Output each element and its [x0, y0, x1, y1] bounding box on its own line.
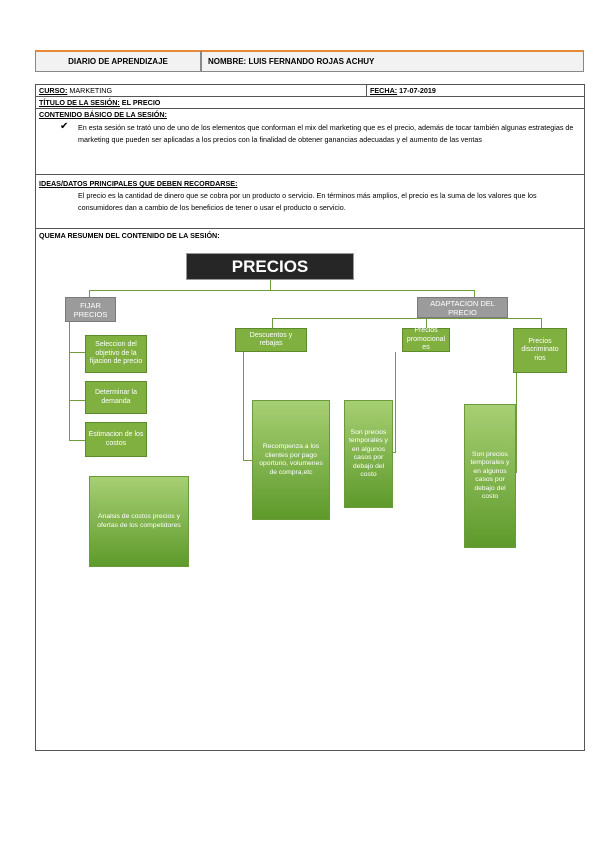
- session-title-value: EL PRECIO: [119, 98, 161, 107]
- course-row: [36, 85, 584, 97]
- fijar-precios-node: FIJAR PRECIOS: [65, 297, 116, 322]
- ideas-row: [36, 179, 584, 229]
- content-label-wrap: [39, 110, 167, 119]
- course-label: CURSO:: [39, 86, 68, 95]
- content-text: En esta sesión se trató uno de uno de los elementos que conforman el mix del marketing que es el precio, además de tocar también algunas estrategias de marketing que pueden ser aplicadas a los precios con la finalidad de obtener ganancias adecuadas y el aumento de las ventas: [78, 123, 574, 144]
- session-title-field: [39, 98, 160, 107]
- diary-title-text: DIARIO DE APRENDIZAJE: [68, 57, 168, 66]
- ideas-label-wrap: [39, 179, 237, 188]
- discriminatorios-desc: Son precios temporales y en algunos casos por debajo del costo: [464, 404, 516, 548]
- student-name: [201, 50, 584, 72]
- connector-fijar-vertical: [69, 322, 70, 440]
- promocionales-desc: Son precios temporales y en algunos casos por debajo del costo: [344, 400, 393, 508]
- content-row: [36, 109, 584, 175]
- course-value: MARKETING: [67, 86, 113, 95]
- descuentos-desc: Recompenza a los clientes por pago oportuno, volumenes de compra,etc: [252, 400, 330, 520]
- descuentos-node: Descuentos y rebajas: [235, 328, 307, 352]
- summary-label-wrap: [39, 231, 220, 240]
- adaptacion-precio-node: ADAPTACION DEL PRECIO: [417, 297, 508, 318]
- connector-descuentos-vertical: [243, 352, 244, 460]
- promocionales-node: Precios promocional es: [402, 328, 450, 352]
- fijar-item-4: Analsis de costos precios y ofertas de los competidores: [89, 476, 189, 567]
- connector-descuentos: [272, 318, 273, 328]
- discriminatorios-node: Precios discriminato rios: [513, 328, 567, 373]
- ideas-text: El precio es la cantidad de dinero que se cobra por un producto o servicio. En términos más amplios, el precio es la suma de los valores que los consumidores dan a cambio de los beneficios de tener o usar el producto o servicio.: [78, 191, 537, 212]
- title-row: [36, 97, 584, 109]
- fijar-item-1: Seleccion del objetivo de la fijacion de precio: [85, 335, 147, 373]
- connector-adapt-children: [272, 318, 542, 319]
- diagram-title: PRECIOS: [186, 253, 354, 280]
- date-field: [370, 86, 436, 95]
- connector-top: [89, 290, 474, 291]
- course-divider: [366, 85, 367, 97]
- connector-discriminatorios: [541, 318, 542, 328]
- connector-adapt-mid: [474, 318, 475, 319]
- diary-title: [35, 50, 201, 72]
- content-label: CONTENIDO BÁSICO DE LA SESIÓN:: [39, 110, 167, 119]
- date-label: FECHA:: [370, 86, 398, 95]
- connector-fijar-3: [69, 440, 85, 441]
- ideas-label: IDEAS/DATOS PRINCIPALES QUE DEBEN RECORDARSE:: [39, 179, 238, 188]
- student-name-text: NOMBRE: LUIS FERNANDO ROJAS ACHUY: [208, 57, 375, 66]
- session-title-label: TÍTULO DE LA SESIÓN:: [39, 98, 120, 107]
- connector-discr-vertical: [516, 373, 517, 473]
- connector-fijar-2: [69, 400, 85, 401]
- fijar-item-3: Estimacion de los costos: [85, 422, 147, 457]
- connector-title: [270, 280, 271, 290]
- course-field: [39, 86, 112, 95]
- date-value: 17-07-2019: [397, 86, 436, 95]
- summary-label: QUEMA RESUMEN DEL CONTENIDO DE LA SESIÓN:: [39, 231, 220, 240]
- connector-promo-vertical: [395, 352, 396, 452]
- connector-fijar-1: [69, 352, 85, 353]
- fijar-item-2: Determinar la demanda: [85, 381, 147, 414]
- checkmark-icon: ✔: [60, 121, 69, 132]
